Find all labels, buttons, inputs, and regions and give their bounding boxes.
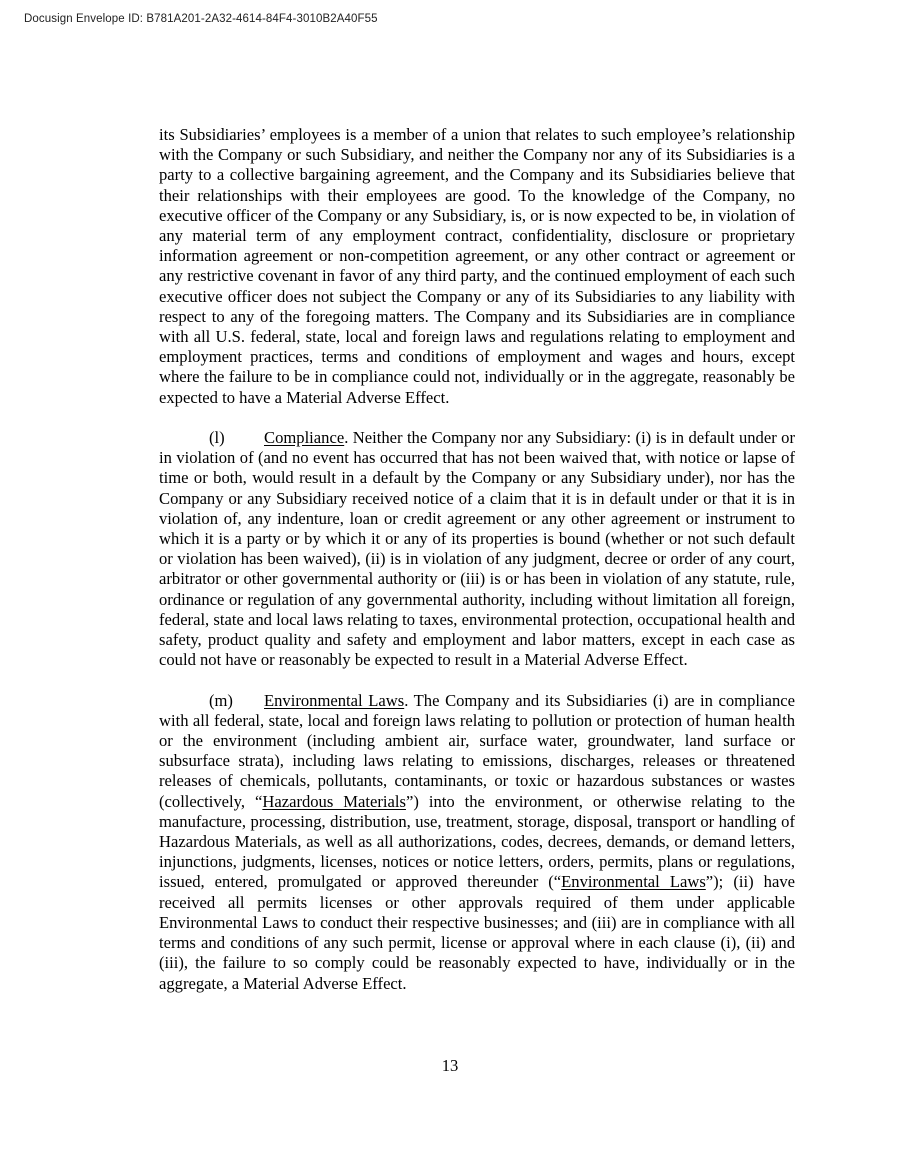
section-number-m: (m) [209,690,233,710]
environmental-laws-term: Environmental Laws [561,872,706,892]
environmental-text-part-1: . The Company and its Subsidiaries (i) are in compliance with all federal, state, local and foreign laws relating to pollution or protection of human health or the environment (including ambient air, surface water, groundwater, land surface or subsurface strata), including laws relating to emissions, discharges, releases or threatened releases of chemicals, pollutants, contaminants, or toxic or hazardous substances or wastes (collectively, “ [159,690,795,811]
compliance-paragraph [159,428,795,670]
page-number: 13 [441,1056,459,1075]
hazardous-materials-term: Hazardous Materials [262,791,406,811]
compliance-heading: Compliance [264,428,345,448]
compliance-text: . Neither the Company nor any Subsidiary: (i) is in default under or in violation of (and no event has occurred that has not been waived that, with notice or lapse of time or both, would result in a default by the Company or any Subsidiary under), nor has the Company or any Subsidiary received notice of a claim that it is in default under or that it is in violation of, any indenture, loan or credit agreement or any other agreement or instrument to which it is a party or by which it or any of its properties is bound (whether or not such default or violation has been waived), (ii) is in violation of any judgment, decree or order of any court, arbitrator or other governmental authority or (iii) is or has been in violation of any statute, rule, ordinance or regulation of any governmental authority, including without limitation all foreign, federal, state and local laws relating to taxes, environmental protection, occupational health and safety, product quality and safety and employment and labor matters, except in each case as could not have or reasonably be expected to result in a Material Adverse Effect. [159,428,795,670]
environmental-laws-heading: Environmental Laws [264,690,405,710]
environmental-text-part-2: ”) into the environment, or otherwise relating to the manufacture, processing, distribution, use, treatment, storage, disposal, transport or handling of Hazardous Materials, as well as all authorizations, codes, decrees, demands, or demand letters, injunctions, judgments, licenses, notices or notice letters, orders, permits, plans or regulations, issued, entered, promulgated or approved thereunder (“ [159,791,796,892]
environmental-text-part-3: ”); (ii) have received all permits licenses or other approvals required of them under applicable Environmental Laws to conduct their respective businesses; and (iii) are in compliance with all terms and conditions of any such permit, license or approval where in each clause (i), (ii) and (iii), the failure to so comply could be reasonably expected to have, individually or in the aggregate, a Material Adverse Effect. [159,872,795,993]
docusign-envelope-id: Docusign Envelope ID: B781A201-2A32-4614-84F4-3010B2A40F55 [24,13,378,25]
labor-matters-text: its Subsidiaries’ employees is a member of a union that relates to such employee’s relationship with the Company or such Subsidiary, and neither the Company nor any of its Subsidiaries is a party to a collective bargaining agreement, and the Company and its Subsidiaries believe that their relationships with their employees are good. To the knowledge of the Company, no executive officer of the Company or any Subsidiary, is, or is now expected to be, in violation of any material term of any employment contract, confidentiality, disclosure or proprietary information agreement or non-competition agreement, or any other contract or agreement or any restrictive covenant in favor of any third party, and the continued employment of each such executive officer does not subject the Company or any of its Subsidiaries to any liability with respect to any of the foregoing matters. The Company and its Subsidiaries are in compliance with all U.S. federal, state, local and foreign laws and regulations relating to employment and employment practices, terms and conditions of employment and wages and hours, except where the failure to be in compliance could not, individually or in the aggregate, reasonably be expected to have a Material Adverse Effect. [159,125,795,407]
environmental-laws-paragraph [159,691,795,994]
document-body [159,125,795,994]
section-number-l: (l) [209,428,225,448]
labor-matters-paragraph [159,125,795,408]
